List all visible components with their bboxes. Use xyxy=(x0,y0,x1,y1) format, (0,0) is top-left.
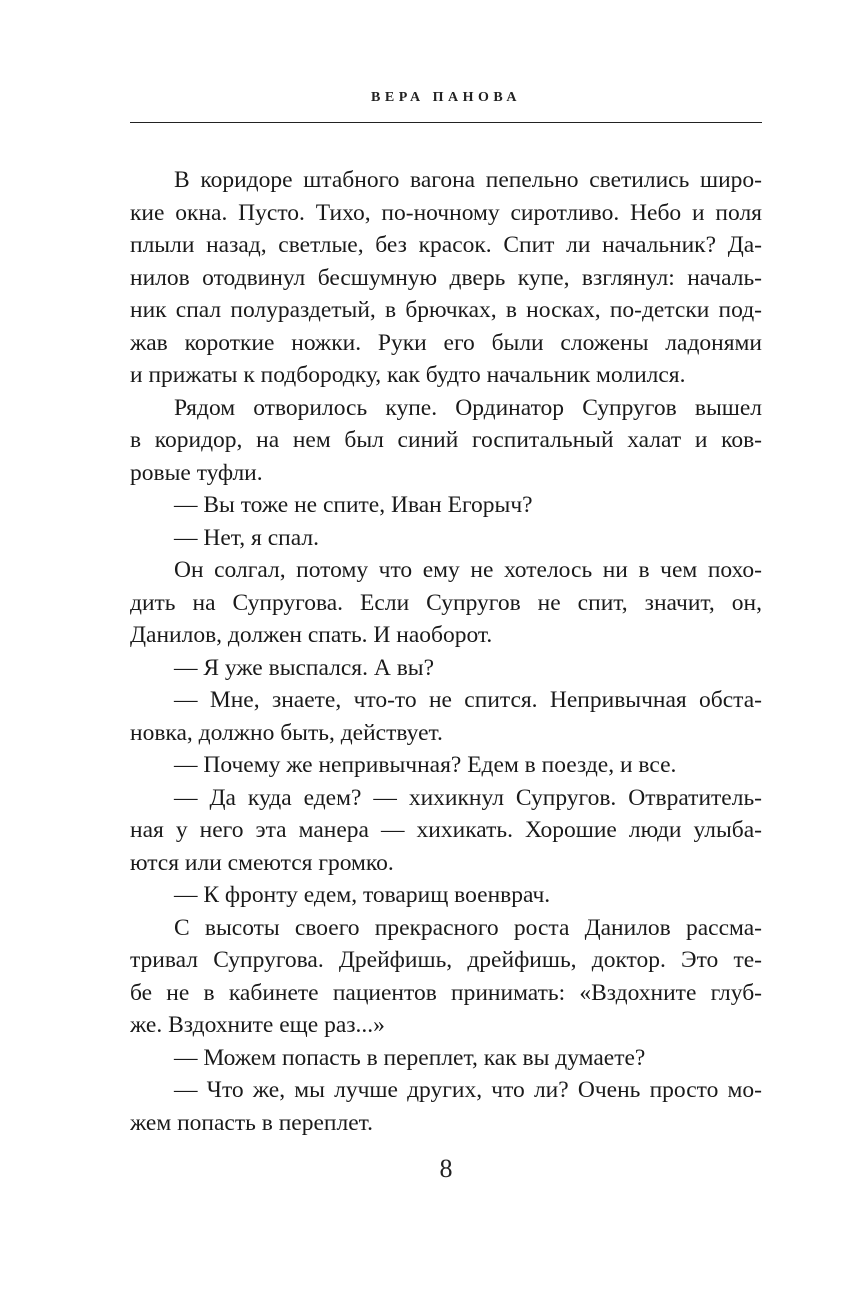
text-line: нилов отодвинул бесшумную дверь купе, взглянул: началь- xyxy=(130,264,762,291)
text-line: — Можем попасть в переплет, как вы думаете? xyxy=(174,1044,646,1071)
text-line: — Что же, мы лучше других, что ли? Очень просто мо- xyxy=(174,1077,762,1103)
text-line: ются или смеются громко. xyxy=(130,849,394,876)
text-line: тривал Супругова. Дрейфишь, дрейфишь, доктор. Это те- xyxy=(130,947,762,973)
text-line: в коридор, на нем был синий госпитальный халат и ков- xyxy=(130,427,762,453)
text-line: новка, должно быть, действует. xyxy=(130,719,443,746)
text-line: ровые туфли. xyxy=(130,459,263,486)
text-line: Рядом отворилось купе. Ординатор Супругов вышел xyxy=(174,394,762,421)
text-line: Данилов, должен спать. И наоборот. xyxy=(130,622,493,648)
text-line: — Нет, я спал. xyxy=(174,524,319,551)
text-line: — К фронту едем, товарищ военврач. xyxy=(174,882,551,908)
text-line: жем попасть в переплет. xyxy=(130,1109,373,1136)
text-line: жав короткие ножки. Руки его были сложены ладонями xyxy=(130,329,762,356)
text-line: — Вы тоже не спите, Иван Егорыч? xyxy=(174,492,533,518)
body-text xyxy=(130,164,762,1139)
text-line: бе не в кабинете пациентов принимать: «Вздохните глуб- xyxy=(130,979,762,1006)
text-line: ная у него эта манера — хихикать. Хорошие люди улыба- xyxy=(130,817,762,843)
text-line: В коридоре штабного вагона пепельно светились широ- xyxy=(174,167,762,193)
header-rule xyxy=(130,122,762,123)
text-line: кие окна. Пусто. Тихо, по-ночному сиротливо. Небо и поля xyxy=(130,199,762,226)
text-line: С высоты своего прекрасного роста Данилов рассма- xyxy=(174,914,762,941)
text-line: дить на Супругова. Если Супругов не спит, значит, он, xyxy=(130,589,762,616)
text-line: — Да куда едем? — хихикнул Супругов. Отвратитель- xyxy=(174,784,762,811)
running-header-title: ВЕРА ПАНОВА xyxy=(371,90,521,105)
text-line: — Я уже выспался. А вы? xyxy=(174,654,435,681)
text-line: плыли назад, светлые, без красок. Спит ли начальник? Да- xyxy=(130,232,762,258)
text-line: же. Вздохните еще раз...» xyxy=(130,1012,385,1038)
text-line: Он солгал, потому что ему не хотелось ни в чем похо- xyxy=(174,557,762,583)
text-line: и прижаты к подбородку, как будто начальник молился. xyxy=(130,362,686,388)
text-line: — Мне, знаете, что-то не спится. Непривычная обста- xyxy=(174,687,762,713)
text-line: — Почему же непривычная? Едем в поезде, и все. xyxy=(174,752,677,778)
text-line: ник спал полураздетый, в брючках, в носках, по-детски под- xyxy=(130,297,762,323)
page-number: 8 xyxy=(439,1154,453,1183)
